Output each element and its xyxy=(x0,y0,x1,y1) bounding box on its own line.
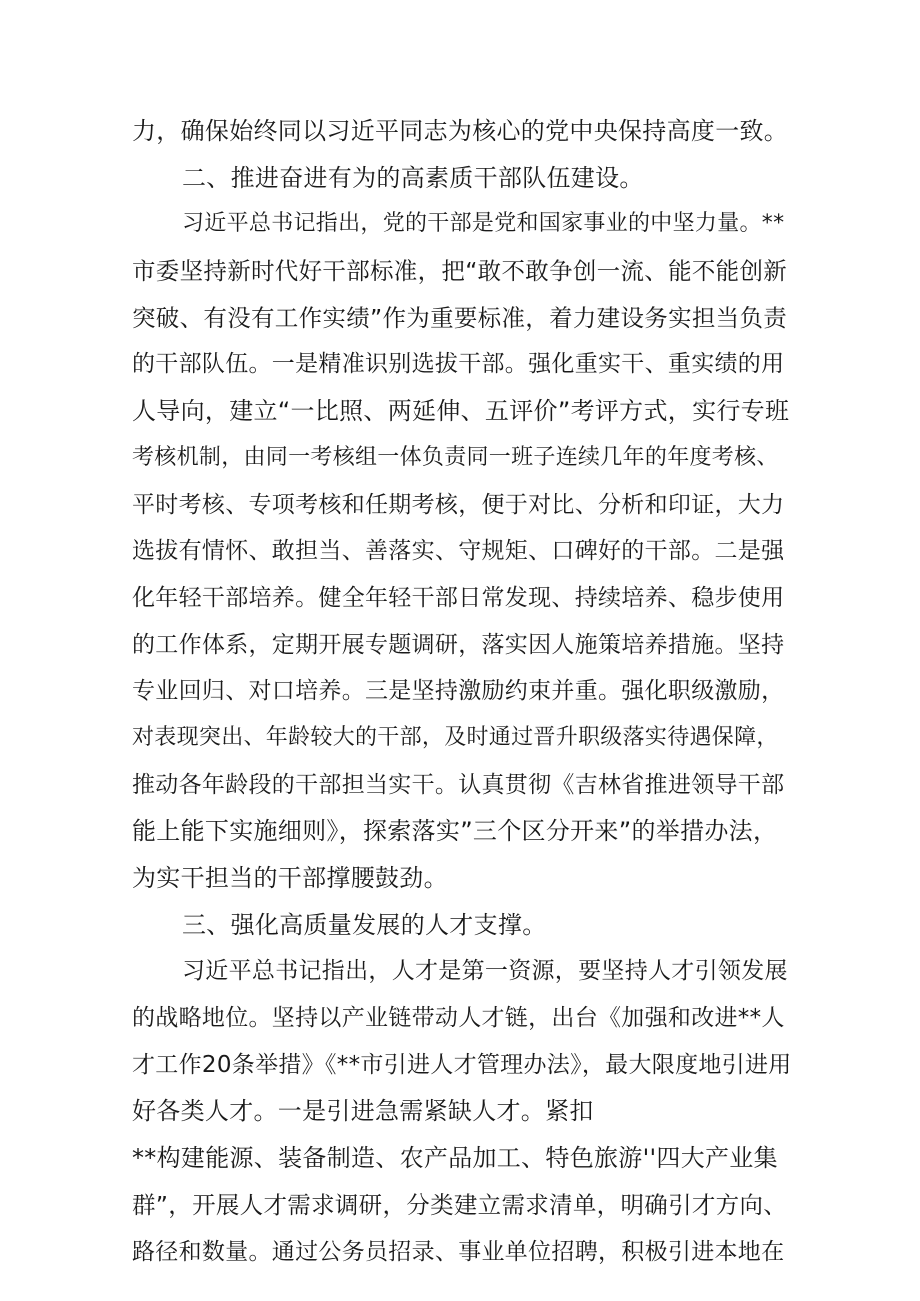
text-line: 推动各年龄段的干部担当实干。认真贯彻《吉林省推进领导干部 xyxy=(132,771,785,798)
text-line: **构建能源、装备制造、农产品加工、特色旅游''四大产业集 xyxy=(132,1144,778,1173)
text-line: 的工作体系，定期开展专题调研，落实因人施策培养措施。坚持 xyxy=(132,631,785,658)
text-line: 人导向，建立“一比照、两延伸、五评价”考评方式，实行专班 xyxy=(132,397,790,426)
text-line: 考核机制，由同一考核组一体负责同一班子连续几年的年度考核、 xyxy=(132,444,779,470)
section-heading-3: 三、强化高质量发展的人才支撑。 xyxy=(182,910,547,939)
text-line: 习近平总书记指出，人才是第一资源，要坚持人才引领发展 xyxy=(182,958,788,985)
text-line: 对表现突出、年龄较大的干部，及时通过晋升职级落实待遇保障， xyxy=(132,724,779,750)
text-line: 群”，开展人才需求调研，分类建立需求清单，明确引才方向、 xyxy=(132,1190,788,1219)
text-line: 的干部队伍。一是精准识别选拔干部。强化重实干、重实绩的用 xyxy=(132,351,785,378)
text-line: 路径和数量。通过公务员招录、事业单位招聘，积极引进本地在 xyxy=(132,1238,785,1265)
text-line: 才工作20条举措》《**市引进人才管理办法》，最大限度地引进用 xyxy=(132,1051,792,1078)
section-heading-2: 二、推进奋进有为的高素质干部队伍建设。 xyxy=(182,163,644,192)
text-line: 的战略地位。坚持以产业链带动人才链，出台《加强和改进**人 xyxy=(132,1005,785,1032)
text-line: 力，确保始终同以习近平同志为核心的党中央保持高度一致。 xyxy=(132,117,789,145)
text-line: 习近平总书记指出，党的干部是党和国家事业的中坚力量。** xyxy=(182,211,785,237)
text-line: 化年轻干部培养。健全年轻干部日常发现、持续培养、稳步使用 xyxy=(132,584,785,611)
text-line: 选拔有情怀、敢担当、善落实、守规矩、口碑好的干部。二是强 xyxy=(132,538,785,565)
text-line: 市委坚持新时代好干部标准，把“敢不敢争创一流、能不能创新 xyxy=(132,257,788,286)
text-line: 为实干担当的干部撑腰鼓劲。 xyxy=(132,864,448,892)
text-line: 专业回归、对口培养。三是坚持激励约束并重。强化职级激励， xyxy=(132,678,785,705)
text-line: 能上能下实施细则》，探索落实”三个区分开来”的举措办法， xyxy=(132,817,778,846)
text-line: 平时考核、专项考核和任期考核，便于对比、分析和印证，大力 xyxy=(132,491,785,518)
document-body xyxy=(132,108,792,1275)
text-line: 好各类人才。一是引进急需紧缺人才。紧扣 xyxy=(132,1097,594,1126)
text-line: 突破、有没有工作实绩”作为重要标准，着力建设务实担当负责 xyxy=(132,303,788,332)
